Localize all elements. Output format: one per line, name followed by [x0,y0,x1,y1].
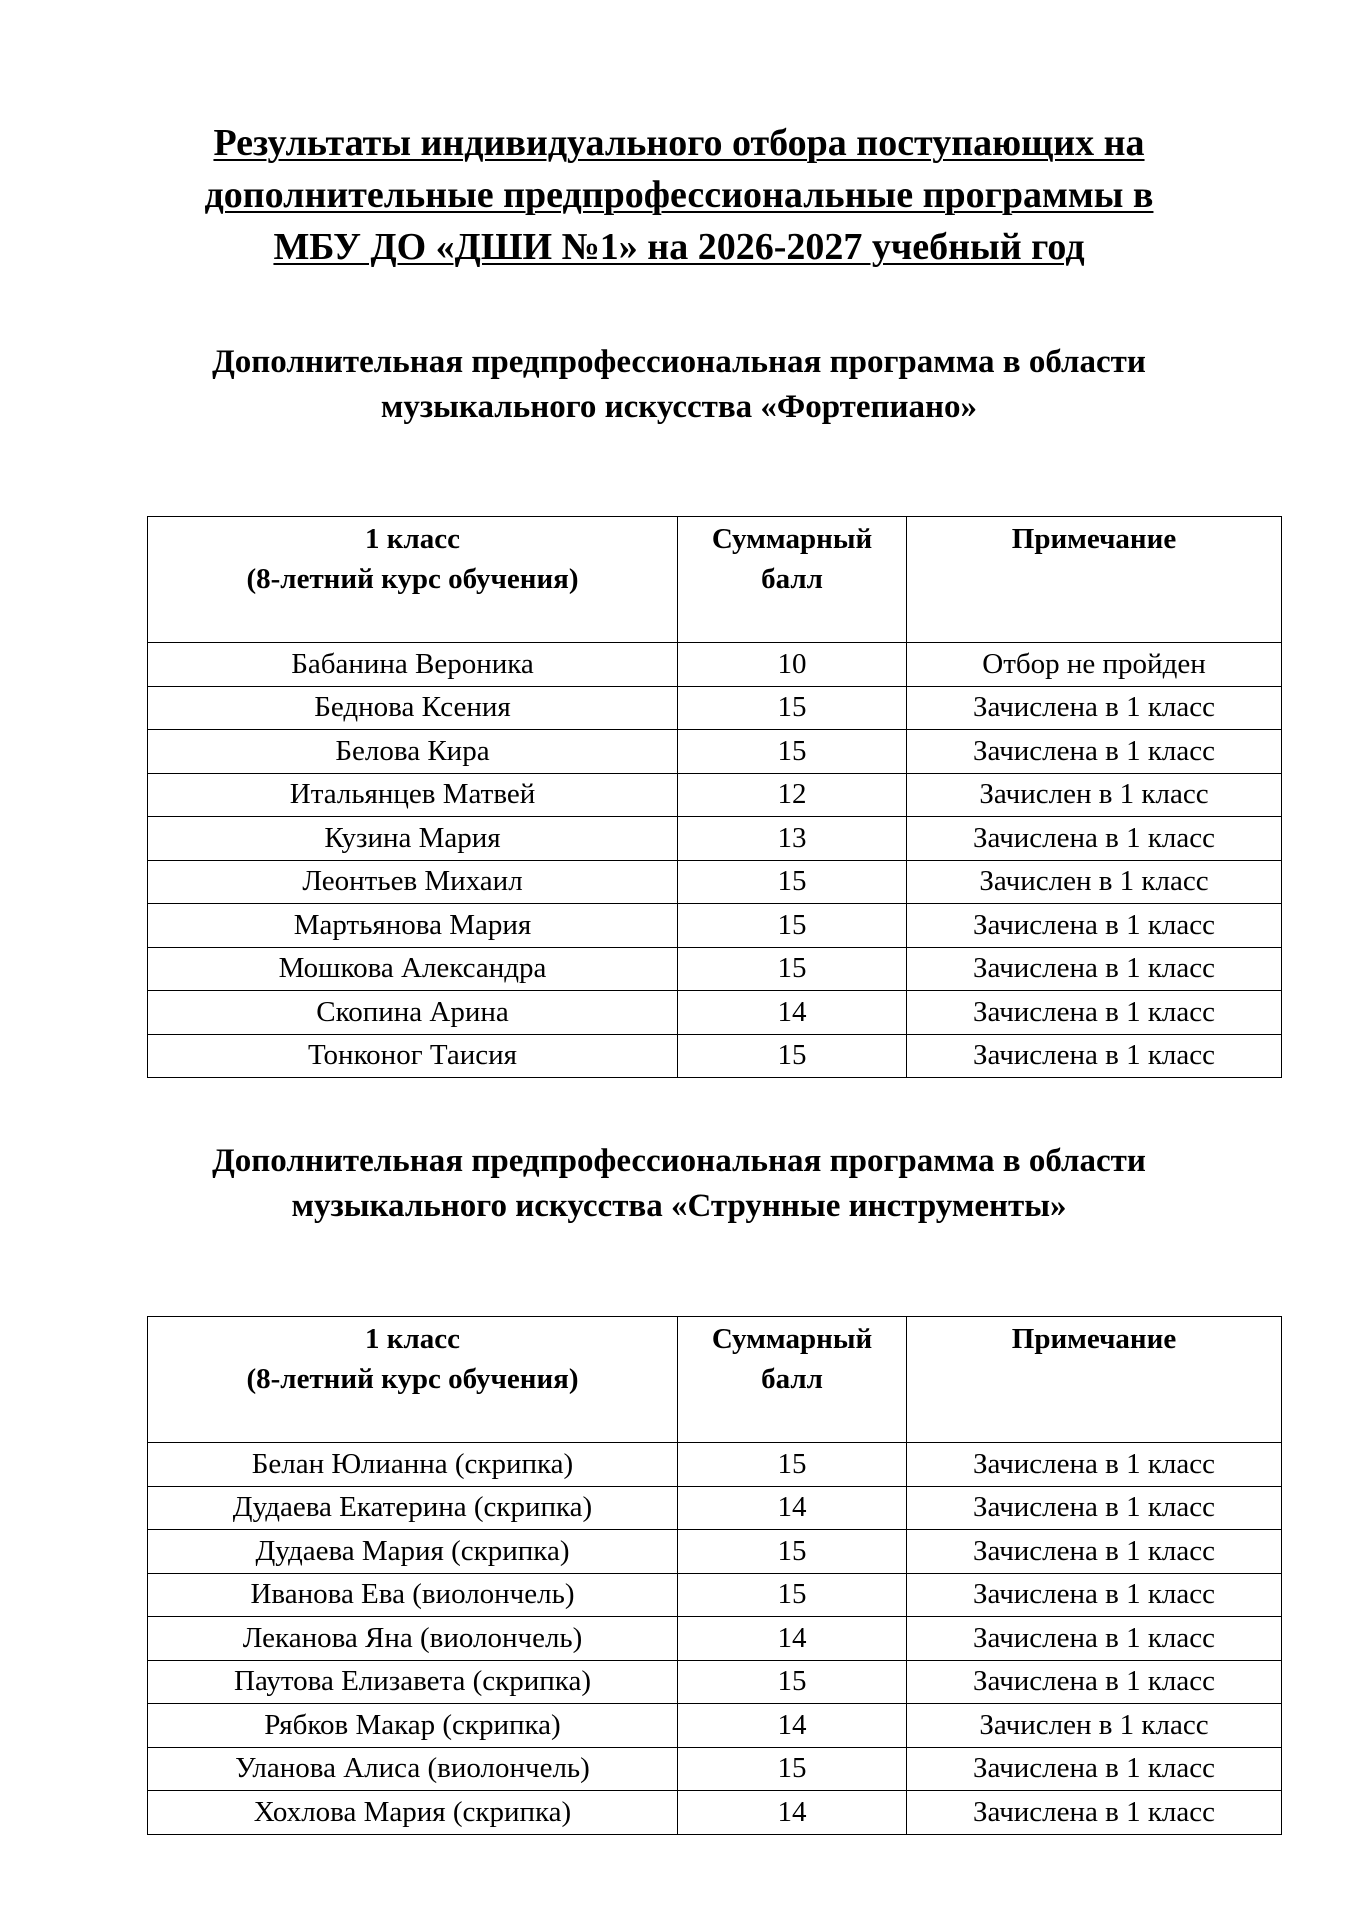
student-name-cell: Белан Юлианна (скрипка) [148,1443,678,1487]
table-row [148,860,1282,904]
table-row [148,1573,1282,1617]
header-score [678,517,907,643]
note-cell: Зачислена в 1 класс [907,904,1282,948]
note-cell: Зачислена в 1 класс [907,1747,1282,1791]
table-row [148,1486,1282,1530]
section-heading-line: музыкального искусства «Струнные инструменты» [291,1188,1067,1224]
score-cell: 15 [678,1747,907,1791]
student-name-cell: Леонтьев Михаил [148,860,678,904]
header-class-line-2: (8-летний курс обучения) [246,1363,579,1395]
score-cell: 12 [678,773,907,817]
table-row [148,1617,1282,1661]
header-score [678,1317,907,1443]
table-row [148,730,1282,774]
note-cell: Зачислен в 1 класс [907,860,1282,904]
student-name-cell: Скопина Арина [148,991,678,1035]
header-note-label: Примечание [1011,523,1177,555]
student-name-cell: Мошкова Александра [148,947,678,991]
score-cell: 15 [678,1530,907,1574]
score-cell: 15 [678,904,907,948]
student-name-cell: Белова Кира [148,730,678,774]
student-name-cell: Паутова Елизавета (скрипка) [148,1660,678,1704]
table-body [148,1443,1282,1835]
note-cell: Отбор не пройден [907,643,1282,687]
note-cell: Зачислена в 1 класс [907,1617,1282,1661]
title-line-3: МБУ ДО «ДШИ №1» на 2026-2027 учебный год [273,226,1085,268]
score-cell: 15 [678,947,907,991]
header-class-line-1: 1 класс [365,1323,460,1355]
table-row [148,1530,1282,1574]
header-note-label: Примечание [1011,1323,1177,1355]
table-header-row [148,517,1282,643]
table-row [148,773,1282,817]
note-cell: Зачислена в 1 класс [907,1660,1282,1704]
note-cell: Зачислена в 1 класс [907,817,1282,861]
header-score-line-2: балл [761,1363,823,1395]
results-table-piano [147,516,1282,1078]
table-row [148,1704,1282,1748]
student-name-cell: Беднова Ксения [148,686,678,730]
note-cell: Зачислена в 1 класс [907,1443,1282,1487]
score-cell: 14 [678,1617,907,1661]
student-name-cell: Кузина Мария [148,817,678,861]
table-row [148,1034,1282,1078]
table-row [148,1443,1282,1487]
table-row [148,947,1282,991]
score-cell: 14 [678,1704,907,1748]
note-cell: Зачислен в 1 класс [907,1704,1282,1748]
student-name-cell: Итальянцев Матвей [148,773,678,817]
header-class [148,517,678,643]
score-cell: 15 [678,1034,907,1078]
student-name-cell: Тонконог Таисия [148,1034,678,1078]
results-table-strings [147,1316,1282,1835]
score-cell: 15 [678,1443,907,1487]
note-cell: Зачислена в 1 класс [907,1791,1282,1835]
section-heading-line: Дополнительная предпрофессиональная программа в области [212,1143,1146,1179]
note-cell: Зачислен в 1 класс [907,773,1282,817]
section-heading-strings [0,1139,1358,1229]
score-cell: 15 [678,730,907,774]
table-row [148,643,1282,687]
score-cell: 13 [678,817,907,861]
section-heading-piano [0,340,1358,430]
table-row [148,1747,1282,1791]
title-line-2: дополнительные предпрофессиональные программы в [204,174,1154,216]
header-class-line-2: (8-летний курс обучения) [246,563,579,595]
score-cell: 15 [678,1660,907,1704]
note-cell: Зачислена в 1 класс [907,1530,1282,1574]
table-row [148,991,1282,1035]
header-class [148,1317,678,1443]
note-cell: Зачислена в 1 класс [907,991,1282,1035]
student-name-cell: Рябков Макар (скрипка) [148,1704,678,1748]
student-name-cell: Хохлова Мария (скрипка) [148,1791,678,1835]
header-note [907,1317,1282,1443]
header-score-line-2: балл [761,563,823,595]
table-row [148,1791,1282,1835]
section-heading-line: музыкального искусства «Фортепиано» [380,389,978,425]
note-cell: Зачислена в 1 класс [907,686,1282,730]
score-cell: 14 [678,991,907,1035]
table-row [148,1660,1282,1704]
page-title [0,117,1358,273]
header-class-line-1: 1 класс [365,523,460,555]
student-name-cell: Уланова Алиса (виолончель) [148,1747,678,1791]
table-row [148,817,1282,861]
note-cell: Зачислена в 1 класс [907,947,1282,991]
score-cell: 15 [678,1573,907,1617]
student-name-cell: Дудаева Екатерина (скрипка) [148,1486,678,1530]
student-name-cell: Дудаева Мария (скрипка) [148,1530,678,1574]
score-cell: 10 [678,643,907,687]
header-note [907,517,1282,643]
student-name-cell: Бабанина Вероника [148,643,678,687]
header-score-line-1: Суммарный [711,523,873,555]
table-row [148,686,1282,730]
student-name-cell: Мартьянова Мария [148,904,678,948]
section-heading-line: Дополнительная предпрофессиональная программа в области [212,344,1146,380]
student-name-cell: Леканова Яна (виолончель) [148,1617,678,1661]
note-cell: Зачислена в 1 класс [907,1573,1282,1617]
note-cell: Зачислена в 1 класс [907,1034,1282,1078]
student-name-cell: Иванова Ева (виолончель) [148,1573,678,1617]
table-row [148,904,1282,948]
header-score-line-1: Суммарный [711,1323,873,1355]
score-cell: 14 [678,1791,907,1835]
score-cell: 15 [678,686,907,730]
note-cell: Зачислена в 1 класс [907,730,1282,774]
title-line-1: Результаты индивидуального отбора поступающих на [213,122,1145,164]
score-cell: 15 [678,860,907,904]
note-cell: Зачислена в 1 класс [907,1486,1282,1530]
score-cell: 14 [678,1486,907,1530]
table-body [148,643,1282,1078]
table-header-row [148,1317,1282,1443]
